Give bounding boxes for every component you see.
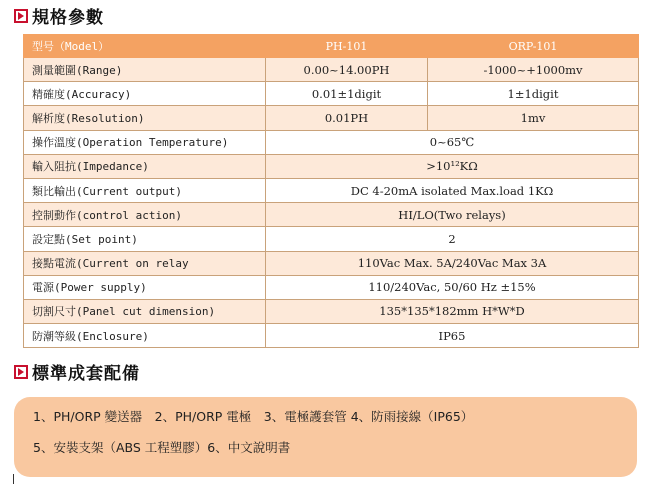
row-label: 電源(Power supply): [24, 275, 266, 299]
standard-title: 標準成套配備: [32, 364, 140, 384]
table-row: [24, 130, 639, 154]
header-ph: PH-101: [266, 35, 428, 58]
table-row: [24, 299, 639, 323]
row-orp-value: 1mv: [428, 106, 639, 130]
accessories-line-1: 1、PH/ORP 變送器 2、PH/ORP 電極 3、電極護套管 4、防雨接線（IP65）: [33, 409, 474, 424]
row-label: 輸入阻抗(Impedance): [24, 154, 266, 178]
row-label: 測量範圍(Range): [24, 58, 266, 82]
table-row: [24, 275, 639, 299]
row-label: 解析度(Resolution): [24, 106, 266, 130]
header-model-label: 型号（Model）: [24, 35, 266, 58]
table-row: [24, 106, 639, 130]
accessories-line-2: 5、安裝支架（ABS 工程塑膠）6、中文說明書: [33, 440, 291, 455]
row-value: DC 4-20mA isolated Max.load 1KΩ: [266, 178, 639, 202]
table-row: [24, 58, 639, 82]
row-value: 0~65℃: [266, 130, 639, 154]
row-value: HI/LO(Two relays): [266, 203, 639, 227]
row-value: 110/240Vac, 50/60 Hz ±15%: [266, 275, 639, 299]
row-orp-value: 1±1digit: [428, 82, 639, 106]
standard-section-heading: [14, 359, 140, 384]
row-value: >10¹²KΩ: [266, 154, 639, 178]
row-label: 設定點(Set point): [24, 227, 266, 251]
table-row: [24, 227, 639, 251]
row-value: 2: [266, 227, 639, 251]
table-row: [24, 251, 639, 275]
row-label: 切割尺寸(Panel cut dimension): [24, 299, 266, 323]
row-orp-value: -1000~+1000mv: [428, 58, 639, 82]
row-value: 110Vac Max. 5A/240Vac Max 3A: [266, 251, 639, 275]
play-square-icon: [14, 365, 28, 379]
table-row: [24, 154, 639, 178]
row-ph-value: 0.01±1digit: [266, 82, 428, 106]
table-row: [24, 324, 639, 348]
play-square-icon: [14, 9, 28, 23]
edge-divider: [13, 474, 14, 484]
row-ph-value: 0.00~14.00PH: [266, 58, 428, 82]
spec-table: [23, 34, 639, 348]
table-row: [24, 82, 639, 106]
row-label: 防潮等級(Enclosure): [24, 324, 266, 348]
row-label: 精確度(Accuracy): [24, 82, 266, 106]
row-label: 控制動作(control action): [24, 203, 266, 227]
specs-section-heading: [14, 3, 104, 28]
table-header-row: [24, 35, 639, 58]
row-value: 135*135*182mm H*W*D: [266, 299, 639, 323]
row-label: 操作溫度(Operation Temperature): [24, 130, 266, 154]
table-row: [24, 178, 639, 202]
row-label: 類比輸出(Current output): [24, 178, 266, 202]
row-value: IP65: [266, 324, 639, 348]
row-ph-value: 0.01PH: [266, 106, 428, 130]
header-orp: ORP-101: [428, 35, 639, 58]
row-label: 接點電流(Current on relay: [24, 251, 266, 275]
specs-title: 規格參數: [32, 8, 104, 28]
table-row: [24, 203, 639, 227]
